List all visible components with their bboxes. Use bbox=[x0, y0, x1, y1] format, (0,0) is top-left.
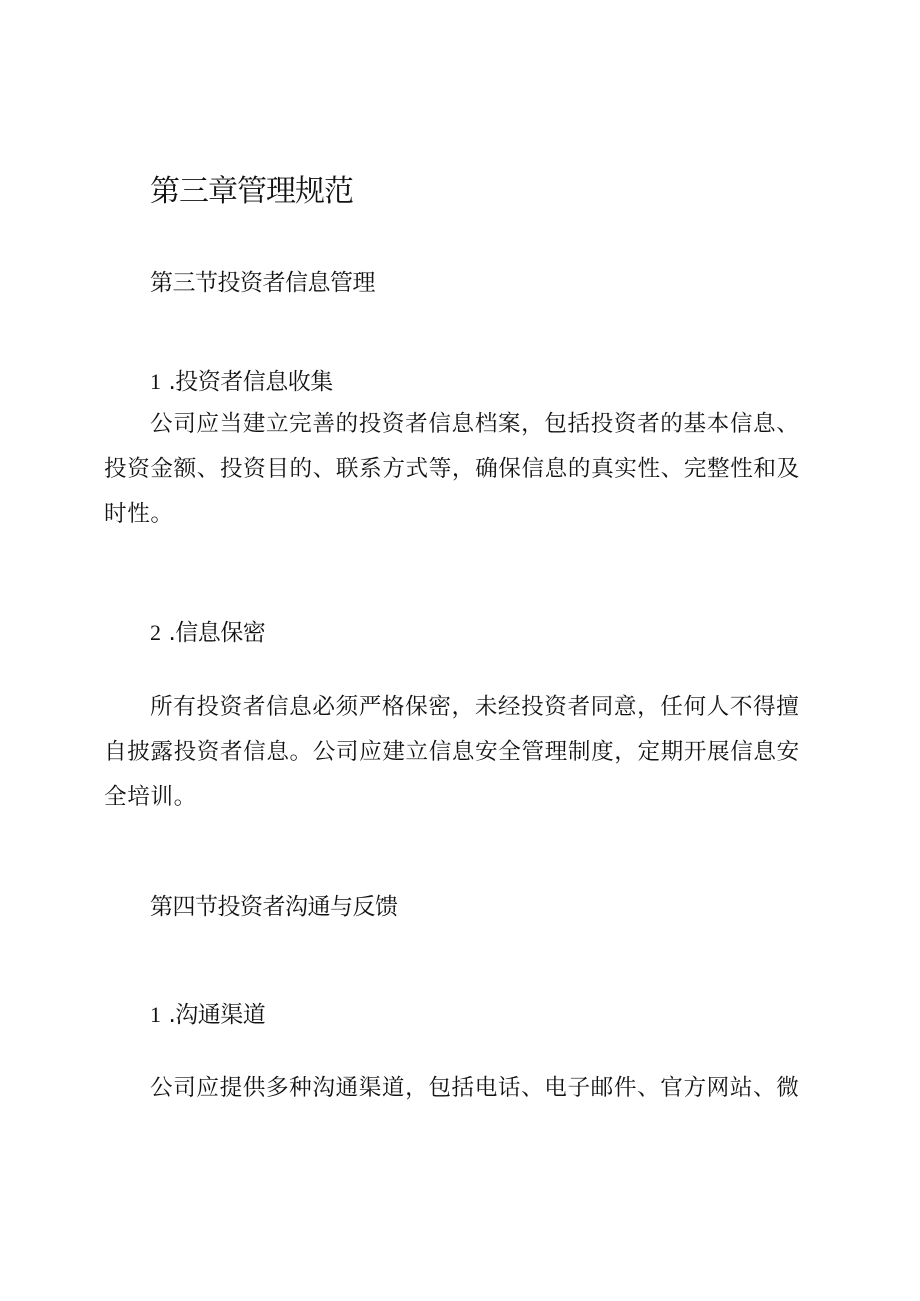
item-title: .沟通渠道 bbox=[168, 1002, 266, 1028]
paragraph-info-collection: 公司应当建立完善的投资者信息档案，包括投资者的基本信息、投资金额、投资目的、联系方式等，确保信息的真实性、完整性和及时性。 bbox=[104, 411, 800, 527]
item-number: 2 bbox=[150, 620, 161, 645]
item-title: .投资者信息收集 bbox=[168, 369, 333, 395]
item-heading-communication-channels bbox=[150, 996, 265, 1029]
item-heading-info-collection bbox=[150, 363, 333, 396]
paragraph-communication-channels: 公司应提供多种沟通渠道，包括电话、电子邮件、官方网站、微 bbox=[150, 1075, 800, 1101]
item-heading-confidentiality bbox=[150, 614, 265, 647]
item-number: 1 bbox=[150, 1002, 161, 1027]
item-title: .信息保密 bbox=[168, 620, 266, 646]
chapter-title: 第三章管理规范 bbox=[150, 174, 353, 209]
section-title-4: 第四节投资者沟通与反馈 bbox=[150, 894, 398, 920]
item-number: 1 bbox=[150, 369, 161, 394]
paragraph-confidentiality: 所有投资者信息必须严格保密，未经投资者同意，任何人不得擅自披露投资者信息。公司应建立信息安全管理制度，定期开展信息安全培训。 bbox=[104, 694, 800, 810]
section-title-3: 第三节投资者信息管理 bbox=[150, 270, 375, 296]
